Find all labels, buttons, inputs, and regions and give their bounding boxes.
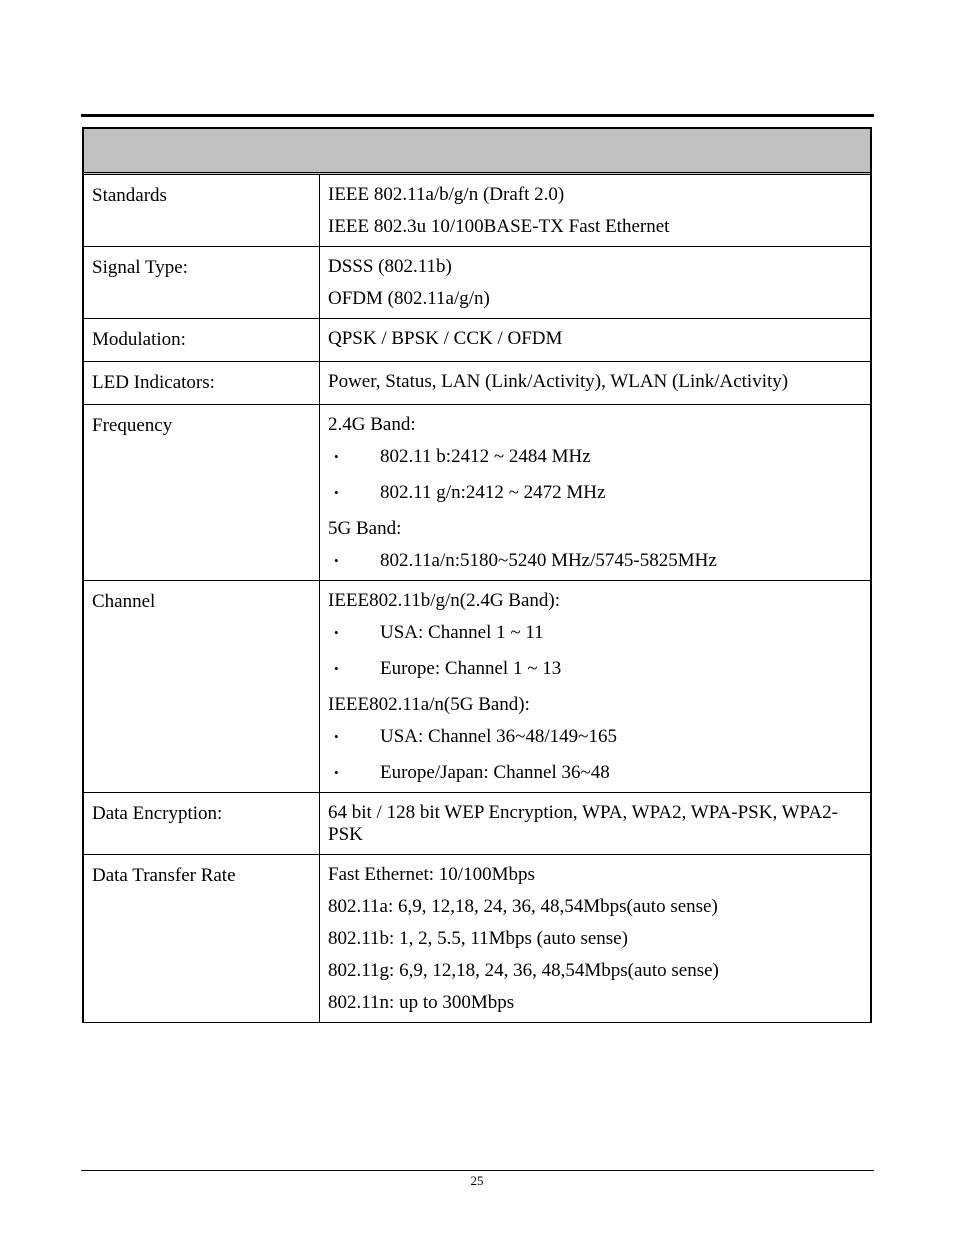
row-value <box>320 581 870 792</box>
table-row-channel <box>84 580 870 792</box>
value-line: 802.11a: 6,9, 12,18, 24, 36, 48,54Mbps(auto sense) <box>328 896 718 917</box>
row-value <box>320 405 870 580</box>
row-value <box>320 362 870 404</box>
list-item-text: Europe: Channel 1 ~ 13 <box>380 658 562 679</box>
table-row-data-encryption <box>84 792 870 854</box>
band-heading: 5G Band: <box>328 518 402 539</box>
row-value <box>320 319 870 361</box>
list-item-text: USA: Channel 1 ~ 11 <box>380 622 544 643</box>
list-item <box>328 726 862 748</box>
row-value <box>320 247 870 318</box>
top-rule <box>81 114 874 117</box>
row-label: Data Transfer Rate <box>84 855 320 1022</box>
value-line: Fast Ethernet: 10/100Mbps <box>328 864 535 885</box>
list-item-text: USA: Channel 36~48/149~165 <box>380 726 617 747</box>
page-number: 25 <box>470 1173 484 1188</box>
bullet-icon: • <box>334 553 339 568</box>
specifications-table <box>82 127 872 1023</box>
list-item <box>328 658 862 680</box>
bullet-icon: • <box>334 765 339 780</box>
value-line: 802.11n: up to 300Mbps <box>328 992 515 1013</box>
value-line: DSSS (802.11b) <box>328 256 452 277</box>
list-item <box>328 482 862 504</box>
table-row-signal-type <box>84 246 870 318</box>
table-row-modulation <box>84 318 870 361</box>
row-label: Data Encryption: <box>84 793 320 854</box>
value-line: IEEE 802.3u 10/100BASE-TX Fast Ethernet <box>328 216 670 237</box>
bullet-icon: • <box>334 449 339 464</box>
value-line: IEEE 802.11a/b/g/n (Draft 2.0) <box>328 184 565 205</box>
band-heading: IEEE802.11b/g/n(2.4G Band): <box>328 590 561 611</box>
row-value <box>320 793 870 854</box>
table-row-standards <box>84 175 870 246</box>
footer-rule <box>81 1170 874 1171</box>
bullet-icon: • <box>334 661 339 676</box>
table-row-led-indicators <box>84 361 870 404</box>
band-heading: IEEE802.11a/n(5G Band): <box>328 694 530 715</box>
row-label: Signal Type: <box>84 247 320 318</box>
list-item-text: 802.11 g/n:2412 ~ 2472 MHz <box>380 482 606 503</box>
row-value <box>320 175 870 246</box>
table-row-data-transfer-rate <box>84 854 870 1022</box>
table-header-band <box>84 127 870 175</box>
band-heading: 2.4G Band: <box>328 414 416 435</box>
bullet-icon: • <box>334 485 339 500</box>
value-line: QPSK / BPSK / CCK / OFDM <box>328 328 563 349</box>
row-label: LED Indicators: <box>84 362 320 404</box>
table-row-frequency <box>84 404 870 580</box>
list-item-text: 802.11 b:2412 ~ 2484 MHz <box>380 446 591 467</box>
value-text: 64 bit / 128 bit WEP Encryption, WPA, WPA2, WPA-PSK, WPA2-PSK <box>328 802 838 845</box>
value-line: OFDM (802.11a/g/n) <box>328 288 490 309</box>
value-line: Power, Status, LAN (Link/Activity), WLAN (Link/Activity) <box>328 371 789 392</box>
value-line: 802.11b: 1, 2, 5.5, 11Mbps (auto sense) <box>328 928 628 949</box>
list-item <box>328 446 862 468</box>
list-item <box>328 550 862 572</box>
bullet-icon: • <box>334 729 339 744</box>
row-label: Standards <box>84 175 320 246</box>
row-value <box>320 855 870 1022</box>
bullet-icon: • <box>334 625 339 640</box>
row-label: Frequency <box>84 405 320 580</box>
row-label: Modulation: <box>84 319 320 361</box>
list-item <box>328 762 862 784</box>
list-item <box>328 622 862 644</box>
list-item-text: 802.11a/n:5180~5240 MHz/5745-5825MHz <box>380 550 717 571</box>
value-line: 802.11g: 6,9, 12,18, 24, 36, 48,54Mbps(auto sense) <box>328 960 719 981</box>
row-label: Channel <box>84 581 320 792</box>
list-item-text: Europe/Japan: Channel 36~48 <box>380 762 610 783</box>
